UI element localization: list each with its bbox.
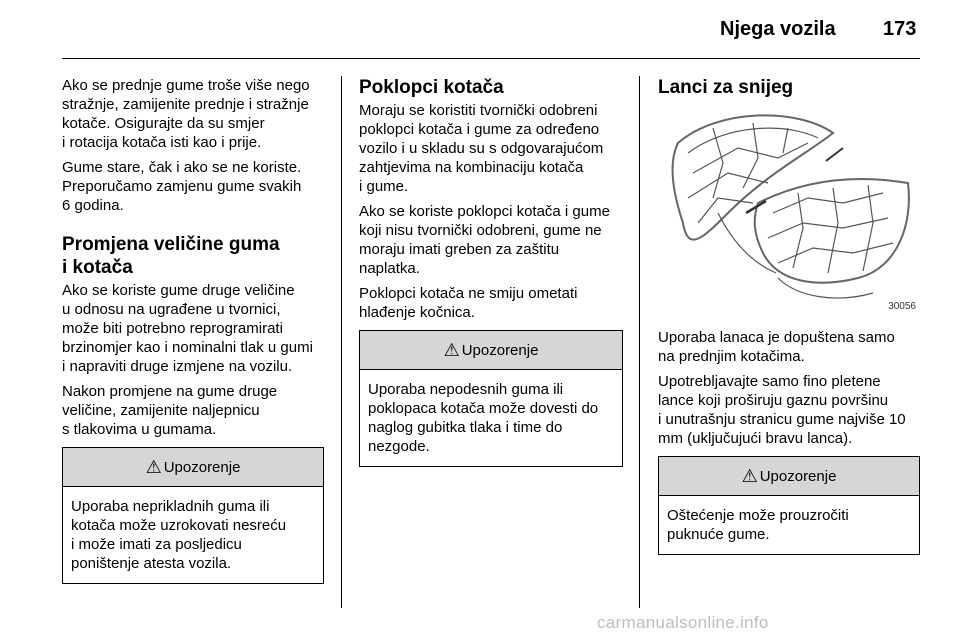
warning-triangle-icon: ⚠: [443, 339, 460, 360]
warning-triangle-icon: ⚠: [741, 465, 758, 486]
warning-text: Uporaba neprikladnih guma ili kotača može uzrokovati nesreću i može imati za posljedicu poništenje atesta vozila.: [71, 498, 287, 572]
watermark: carmanualsonline.info: [597, 613, 769, 632]
warning-title: Upozorenje: [163, 458, 241, 476]
paragraph: Moraju se koristiti tvornički odobreni poklopci kotača i gume za određeno vozilo i u skladu su s odgovarajućom zahtjevima na kombinaciju kotača i gume.: [359, 102, 604, 195]
page-number: 173: [883, 18, 917, 40]
paragraph: Uporaba lanaca je dopuštena samo na prednjim kotačima.: [658, 329, 895, 365]
header-title: Njega vozila: [720, 18, 836, 40]
section-heading-tyre-size: Promjena veličine guma i kotača: [62, 234, 280, 278]
paragraph: Upotrebljavajte samo fino pletene lance koji proširuju gaznu površinu i unutrašnju stranicu gume najviše 10 mm (uključujući bravu lanca).: [658, 373, 906, 447]
warning-header: [360, 331, 622, 370]
paragraph: Nakon promjene na gume druge veličine, zamijenite naljepnicu s tlakovima u gumama.: [62, 383, 278, 438]
paragraph: Poklopci kotača ne smiju ometati hlađenje kočnica.: [359, 285, 578, 321]
warning-title: Upozorenje: [461, 341, 539, 359]
warning-header: [63, 448, 323, 487]
paragraph: Ako se koriste poklopci kotača i gume koji nisu tvornički odobreni, gume ne moraju imati greben za zaštitu naplatka.: [359, 203, 610, 277]
warning-box: [62, 447, 324, 584]
paragraph: Ako se koriste gume druge veličine u odnosu na ugrađene u tvornici, može biti potrebno reprogramirati brzinomjer kao i nominalni tlak u gumi i napraviti druge izmjene na vozilu.: [62, 282, 313, 375]
paragraph: Ako se prednje gume troše više nego stražnje, zamijenite prednje i stražnje kotače. Osigurajte da su smjer i rotacija kotača isti kao i prije.: [62, 77, 310, 151]
warning-title: Upozorenje: [759, 467, 837, 485]
figure-code: 30056: [888, 301, 916, 312]
column-divider-1: [341, 76, 342, 608]
column-3: [658, 76, 920, 555]
section-heading-snow-chains: Lanci za snijeg: [658, 77, 794, 98]
column-1: [62, 76, 324, 584]
warning-text: Oštećenje može prouzročiti puknuće gume.: [667, 507, 849, 543]
snow-chains-illustration: [658, 103, 920, 318]
warning-box: [359, 330, 623, 467]
header-rule: [62, 58, 920, 59]
warning-triangle-icon: ⚠: [145, 456, 162, 477]
column-2: [359, 76, 623, 467]
section-heading-wheel-covers: Poklopci kotača: [359, 77, 504, 98]
warning-text: Uporaba nepodesnih guma ili poklopaca kotača može dovesti do naglog gubitka tlaka i time do nezgode.: [368, 381, 599, 455]
warning-header: [659, 457, 919, 496]
paragraph: Gume stare, čak i ako se ne koriste. Preporučamo zamjenu gume svakih 6 godina.: [62, 159, 302, 214]
warning-box: [658, 456, 920, 555]
snow-chains-drawing: [658, 103, 920, 318]
column-divider-2: [639, 76, 640, 608]
